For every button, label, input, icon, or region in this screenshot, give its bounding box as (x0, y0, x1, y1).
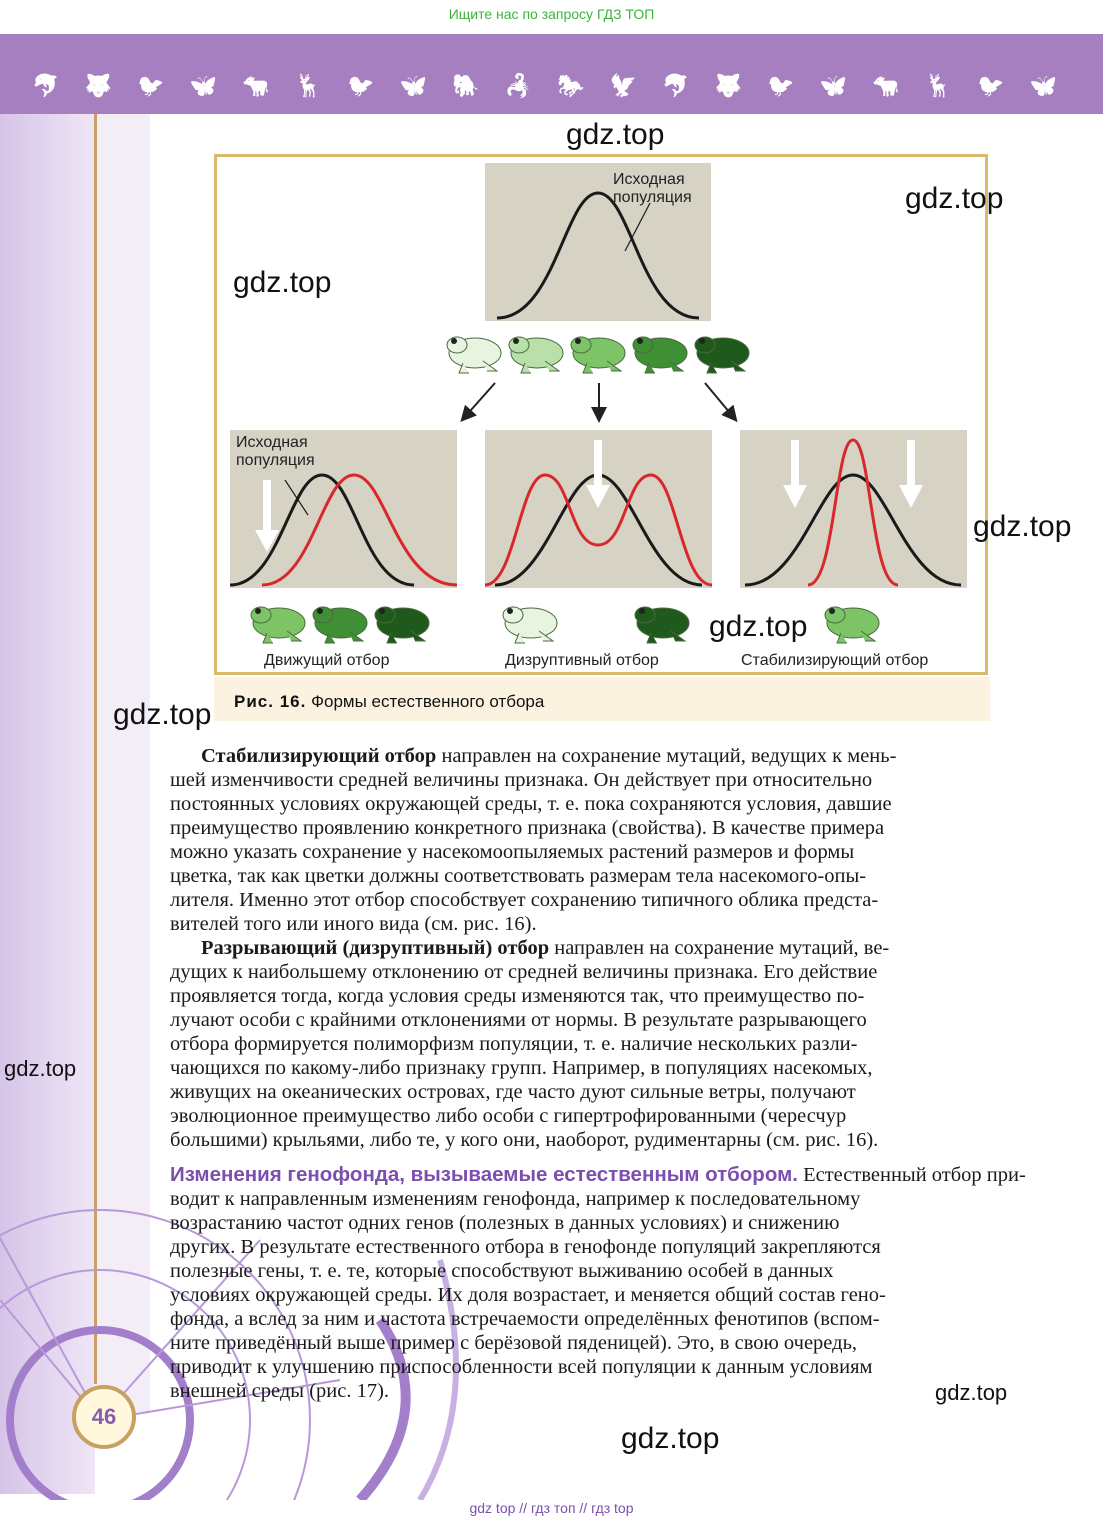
text-line: направлен на сохранение мутаций, ве- (554, 937, 890, 959)
text-line: чающихся по какому-либо признаку групп. Например, в популяциях насекомых, (170, 1057, 873, 1079)
animal-silhouette-icon: 🐄 (872, 74, 900, 99)
frog-icon (691, 327, 753, 380)
text-line: других. В результате естественного отбора в генофонде популяций закрепляются (170, 1236, 881, 1258)
animal-silhouette-icon: 🦌 (924, 74, 952, 99)
caption-number: Рис. 16. (234, 692, 307, 711)
animal-silhouette-icon: 🐦 (137, 74, 165, 99)
left-panel-label-1: Исходная (236, 434, 308, 451)
animal-silhouette-icon: 🐬 (662, 74, 690, 99)
text-line: цветка, так как цветки должны соответствовать размерам тела насекомого-опы- (170, 865, 867, 887)
text-line: дущих к наибольшему отклонению от средней величины признака. Его действие (170, 961, 878, 983)
paragraph-stabilizing (170, 744, 1040, 936)
watermark: gdz.top (621, 1422, 720, 1455)
animal-silhouette-icon: 🦋 (819, 74, 847, 99)
animal-silhouette-icon: 🐺 (714, 74, 742, 99)
left-panel-label-2: популяция (236, 452, 315, 469)
watermark: gdz.top (709, 610, 808, 643)
watermark: gdz.top (113, 698, 212, 731)
animal-silhouette-icon: 🐬 (32, 74, 60, 99)
frog-icon (309, 597, 371, 650)
text-line: ните приведённый выше пример с берёзовой пяденицей). Это, в свою очередь, (170, 1332, 858, 1354)
watermark: gdz.top (935, 1380, 1008, 1405)
watermark: gdz.top (566, 118, 665, 151)
frog-icon (629, 327, 691, 380)
animal-silhouette-icon: 🦋 (399, 74, 427, 99)
panel-stabilizing (740, 430, 967, 588)
paragraph-disruptive (170, 936, 1040, 1152)
frog-icon (821, 597, 883, 650)
footer-links[interactable]: gdz top // гдз топ // гдз top (469, 1500, 634, 1516)
figure-16 (214, 154, 988, 675)
watermark: gdz.top (233, 266, 332, 299)
animal-silhouette-icon: 🐦 (977, 74, 1005, 99)
text-line: возрастанию частот одних генов (полезных в данных условиях) и снижению (170, 1212, 840, 1234)
text-line: водит к направленным изменениям генофонда, например к последовательному (170, 1188, 861, 1210)
animal-silhouette-icon: 🐘 (452, 74, 480, 99)
text-line: большими) крыльями, либо те, у кого они, наоборот, рудиментарны (см. рис. 16). (170, 1129, 879, 1151)
text-line: шей изменчивости средней величины признака. Он действует при относительно (170, 769, 873, 791)
panel-driving (230, 430, 457, 588)
heading-genepool: Изменения генофонда, вызываемые естественным отбором. (170, 1163, 798, 1186)
curve-stabilizing (740, 430, 967, 588)
top-link[interactable]: Ищите нас по запросу ГДЗ ТОП (448, 6, 655, 22)
text-line: полезные гены, т. е. те, которые способствуют выживанию особей в данных (170, 1260, 834, 1282)
label-stabilizing: Стабилизирующий отбор (741, 652, 929, 669)
top-panel-label-1: Исходная (613, 171, 685, 188)
paragraph-genepool (170, 1163, 1040, 1403)
animal-silhouette-icon: 🦂 (504, 74, 532, 99)
text-line: лителя. Именно этот отбор способствует сохранению типичного облика предста- (170, 889, 879, 911)
frog-icon (631, 597, 693, 650)
figure-caption (234, 692, 544, 712)
caption-text: Формы естественного отбора (311, 692, 545, 711)
watermark: gdz.top (973, 510, 1072, 543)
animal-silhouette-icon: 🐺 (84, 74, 112, 99)
panel-disruptive (485, 430, 712, 588)
frog-icon (443, 327, 505, 380)
text-line: условиях окружающей среды. Их доля возрастает, и меняется общий состав гено- (170, 1284, 886, 1306)
branch-arrows (447, 379, 747, 429)
term-stabilizing: Стабилизирующий отбор (201, 745, 437, 767)
animal-silhouette-icon: 🦅 (609, 74, 637, 99)
text-line: отбора формируется полиморфизм популяции, т. е. наличие нескольких разли- (170, 1033, 858, 1055)
animal-silhouette-icon: 🐦 (767, 74, 795, 99)
frog-icon (567, 327, 629, 380)
label-driving: Движущий отбор (264, 652, 390, 669)
animal-silhouette-icon: 🦋 (189, 74, 217, 99)
frog-icon (371, 597, 433, 650)
text-line: направлен на сохранение мутаций, ведущих к мень- (441, 745, 897, 767)
text-line: фонда, а вслед за ним и частота встречаемости определённых фенотипов (вспом- (170, 1308, 880, 1330)
text-line: вителей того или иного вида (см. рис. 16). (170, 913, 537, 935)
animal-silhouette-icon: 🦌 (294, 74, 322, 99)
watermark: gdz.top (905, 182, 1004, 215)
text-line: преимущество проявлению конкретного признака (свойства). В качестве примера (170, 817, 885, 839)
text-line: приводит к улучшению приспособленности всей популяции к данным условиям (170, 1356, 873, 1378)
panel-original-population (485, 163, 711, 321)
text-line: можно указать сохранение у насекомоопыляемых растений размеров и формы (170, 841, 855, 863)
curve-disruptive (485, 430, 712, 588)
animal-silhouette-icon: 🐦 (347, 74, 375, 99)
text-line: постоянных условиях окружающей среды, т. е. пока сохраняются условия, давшие (170, 793, 892, 815)
top-panel-label-2: популяция (613, 189, 692, 206)
text-line: живущих на океанических островах, где часто дуют сильные ветры, получают (170, 1081, 856, 1103)
text-line: эволюционное преимущество либо особи с гипертрофированными (чересчур (170, 1105, 847, 1127)
frog-icon (499, 597, 561, 650)
text-line: проявляется тогда, когда условия среды изменяются так, что преимущество по- (170, 985, 865, 1007)
label-disruptive: Дизруптивный отбор (505, 652, 659, 669)
term-disruptive: Разрывающий (дизруптивный) отбор (201, 937, 550, 959)
animal-silhouette-icon: 🦋 (1029, 74, 1057, 99)
text-line: лучают особи с крайними отклонениями от нормы. В результате разрывающего (170, 1009, 867, 1031)
text-line: Естественный отбор при- (803, 1164, 1026, 1186)
text-line: внешней среды (рис. 17). (170, 1380, 390, 1402)
watermark: gdz.top (4, 1056, 77, 1081)
animal-silhouette-icon: 🐄 (242, 74, 270, 99)
animal-silhouette-icon: 🐎 (557, 74, 585, 99)
frog-icon (247, 597, 309, 650)
frog-icon (505, 327, 567, 380)
page-number: 46 (72, 1385, 136, 1449)
